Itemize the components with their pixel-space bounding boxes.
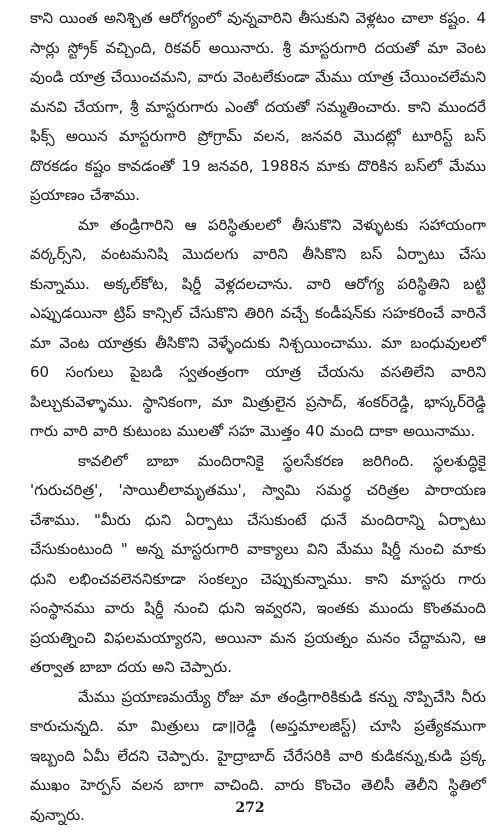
page-number: 272 (0, 800, 500, 816)
paragraph-1: కాని యింత అనిశ్చిత ఆరోగ్యంలో వున్నవారిని తీసుకుని వెళ్లటం చాలా కష్టం. 4 సార్లు స్ట్రోక్ వచ్చింది, రికవర్ అయినారు. శ్రీ మాస్టరుగారి దయతో మా వెంట వుండి యాత్ర చేయించమని, వారు వెంటలేకుండా మేము యాత్ర చేయించలేమని మనవి చేయగా, శ్రీ మాస్టరుగారు ఎంతో దయతో సమ్మతించారు. కాని ముందరే ఫిక్స్ అయిన మాస్టరుగారి ప్రోగ్రామ్ వలన, జనవరి మొదట్లో టూరిస్ట్ బస్ దొరకడం కష్టం కావడంతో 19 జనవరి, 1988న మాకు దొరికిన బస్‌లో మేము ప్రయాణం చేశాము. (30, 4, 486, 211)
paragraph-2: మా తండ్రిగారిని ఆ పరిస్థితులలో తీసుకొని వెళ్ళుటకు సహాయంగా వర్కర్స్‌ని, వంటమనిషి మొదలగు వారిని తీసికొని బస్ ఏర్పాటు చేసు కున్నాము. అక్కల్‌కోట, షిర్డీ వెళ్లదలచాను. వారి ఆరోగ్య పరిస్థితిని బట్టి ఎప్పుడయినా ట్రిప్ కాన్సిల్ చేసుకొని తిరిగి వచ్చే కండీషన్‌కు సహకరించే వారినే మా వెంట యాత్రకు తీసికొని వెళ్ళేందుకు నిశ్చయించాము. మా బంధువులలో 60 సంగులు పైబడి స్వతంత్రంగా యాత్ర చేయను వసతిలేని వారిని పిల్చుకువెళ్ళాము. స్థానికంగా, మా మిత్రులైన ప్రసాద్, శంకర్‌రెడ్డి, భాస్కర్‌రెడ్డి గారు వారి వారి కుటుంబ ములతో సహ మొత్తం 40 మంది దాకా అయినాము. (30, 211, 486, 447)
paragraph-4: మేము ప్రయాణమయ్యే రోజు మా తండ్రిగారికికుడి కన్ను నొప్పిచేసి నీరు కారుచున్నది. మా మిత్రులు డా॥రెడ్డి (అప్తమాలజిస్ట్) చూసి ప్రత్యేకముగా ఇబ్బంది ఏమీ లేదని చెప్పారు. హైద్రాబాద్ చేరేసరికి వారి కుడికన్ను,కుడి ప్రక్క ముఖం హెర్పస్ వలన బాగా వాచింది. వారు కొంచెం తెలిసీ తెలీని స్థితిలో వున్నారు. (30, 683, 486, 830)
paragraph-3: కావలిలో బాబా మందిరానికై స్థలసేకరణ జరిగింది. స్థలశుద్ధికై 'గురుచరిత్ర', 'సాయిలీలామృతము', స్వామి సమర్థ చరిత్రల పారాయణ చేశాము. "మీరు ధుని ఏర్పాటు చేసుకుంటే ధునే మందిరాన్ని ఏర్పాటు చేసుకుంటుంది " అన్న మాస్టరుగారి వాక్యాలు విని మేము షిర్డీ నుంచి మాకు ధుని లభించవలెననికూడా సంకల్పం చెప్పుకున్నాము. కాని మాస్టరు గారు సంస్థానము వారు షిర్డీ నుంచి ధుని ఇవ్వరని, ఇంతకు ముందు కొంతమంది ప్రయత్నించి విఫలమయ్యారని, అయినా మన ప్రయత్నం మనం చేద్దామని, ఆ తర్వాత బాబా దయ అని చెప్పారు. (30, 447, 486, 683)
